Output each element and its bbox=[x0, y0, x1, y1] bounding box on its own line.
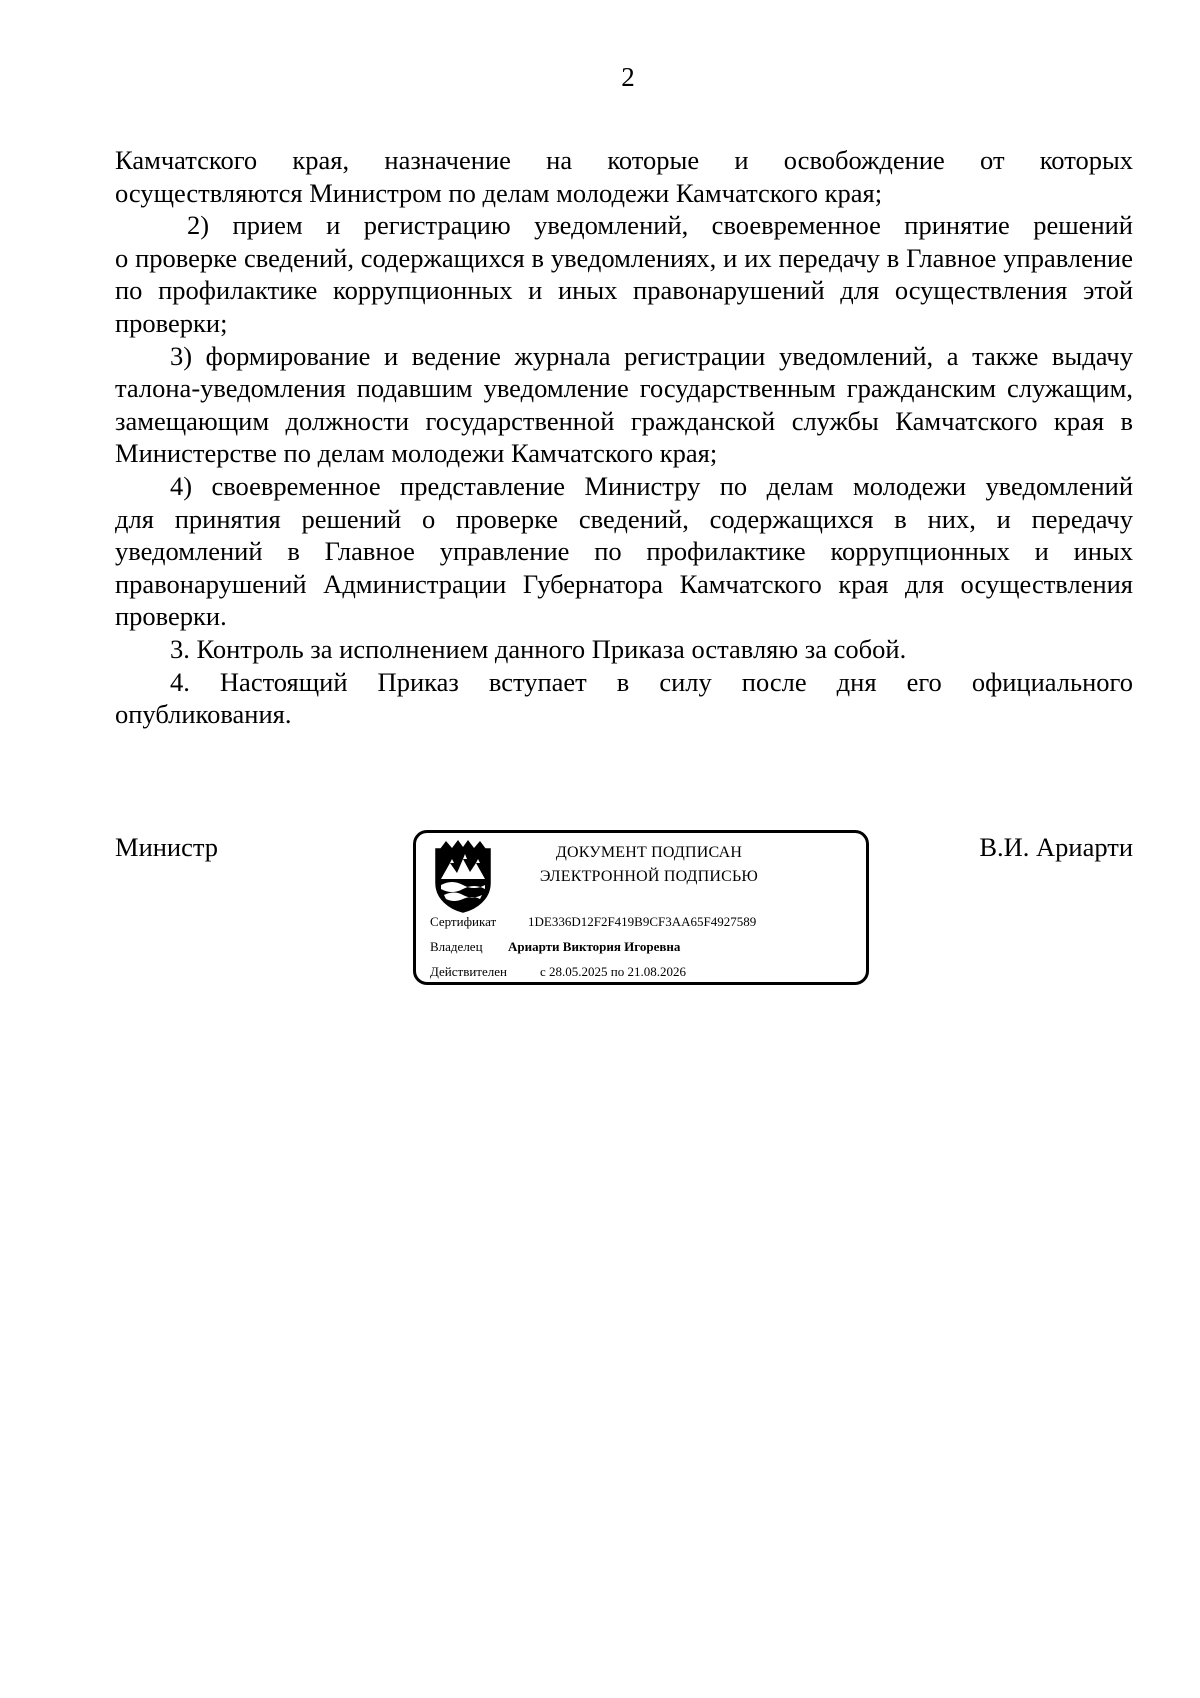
validity-label: Действителен bbox=[430, 964, 507, 979]
paragraph-first-line: 3. Контроль за исполнением данного Приказа оставляю за собой. bbox=[170, 633, 907, 664]
coat-of-arms-icon bbox=[430, 839, 496, 913]
signature-block bbox=[115, 832, 1133, 992]
stamp-heading bbox=[524, 841, 774, 889]
paragraph-item-4-rest bbox=[115, 503, 1133, 633]
paragraph-clause-3 bbox=[115, 633, 1133, 666]
certificate-label: Сертификат bbox=[430, 914, 497, 929]
validity-value: с 28.05.2025 по 21.08.2026 bbox=[540, 964, 686, 979]
paragraph-rest: осуществляются Министром по делам молодежи Камчатского края; bbox=[115, 177, 883, 208]
paragraph-item-4 bbox=[115, 470, 1133, 503]
stamp-certificate-row bbox=[430, 909, 756, 934]
paragraph-first-line: 4) своевременное представление Министру по делам молодежи уведомлений bbox=[170, 470, 1133, 501]
signer-name: В.И. Ариарти bbox=[979, 832, 1133, 862]
paragraph-continuation-rest bbox=[115, 177, 1133, 210]
stamp-heading-line-2: ЭЛЕКТРОННОЙ ПОДПИСЬЮ bbox=[539, 868, 759, 885]
stamp-heading-line-1: ДОКУМЕНТ ПОДПИСАН bbox=[555, 844, 743, 861]
signer-position: Министр bbox=[115, 832, 219, 862]
paragraph-rest: о проверке сведений, содержащихся в уведомлениях, и их передачу в Главное управление по профилактике коррупционных и иных правонарушений для осуществления этой проверки; bbox=[115, 242, 1133, 338]
paragraph-item-2-rest bbox=[115, 242, 1133, 340]
electronic-signature-stamp bbox=[413, 830, 869, 985]
paragraph-first-line: Камчатского края, назначение на которые и освобождение от которых bbox=[115, 145, 1133, 175]
stamp-validity-row bbox=[430, 959, 756, 984]
paragraph-clause-4-rest bbox=[115, 698, 1133, 731]
stamp-owner-row bbox=[430, 934, 756, 959]
paragraph-item-2 bbox=[115, 209, 1133, 242]
certificate-value: 1DE336D12F2F419B9CF3AA65F4927589 bbox=[528, 914, 757, 929]
paragraph-item-3 bbox=[115, 340, 1133, 373]
paragraph-rest: опубликования. bbox=[115, 699, 292, 730]
document-body bbox=[115, 144, 1133, 731]
stamp-details bbox=[430, 909, 756, 984]
paragraph-first-line: 2) прием и регистрацию уведомлений, своевременное принятие решений bbox=[187, 210, 1133, 241]
page-number: 2 bbox=[621, 62, 635, 92]
owner-label: Владелец bbox=[430, 939, 483, 954]
paragraph-continuation bbox=[115, 144, 1133, 177]
paragraph-item-3-rest bbox=[115, 372, 1133, 470]
paragraph-rest: талона-уведомления подавшим уведомление государственным гражданским служащим, замещающим должности государственной гражданской службы Камчатского края в Министерстве по делам молодежи Камчатского края; bbox=[115, 373, 1133, 469]
paragraph-first-line: 3) формирование и ведение журнала регистрации уведомлений, а также выдачу bbox=[170, 340, 1133, 371]
paragraph-clause-4 bbox=[115, 666, 1133, 699]
paragraph-rest: для принятия решений о проверке сведений, содержащихся в них, и передачу уведомлений в Главное управление по профилактике коррупционных и иных правонарушений Администрации Губернатора Камчатского края для осуществления проверки. bbox=[115, 503, 1133, 632]
owner-value: Ариарти Виктория Игоревна bbox=[508, 939, 681, 954]
paragraph-first-line: 4. Настоящий Приказ вступает в силу после дня его официального bbox=[170, 666, 1133, 697]
